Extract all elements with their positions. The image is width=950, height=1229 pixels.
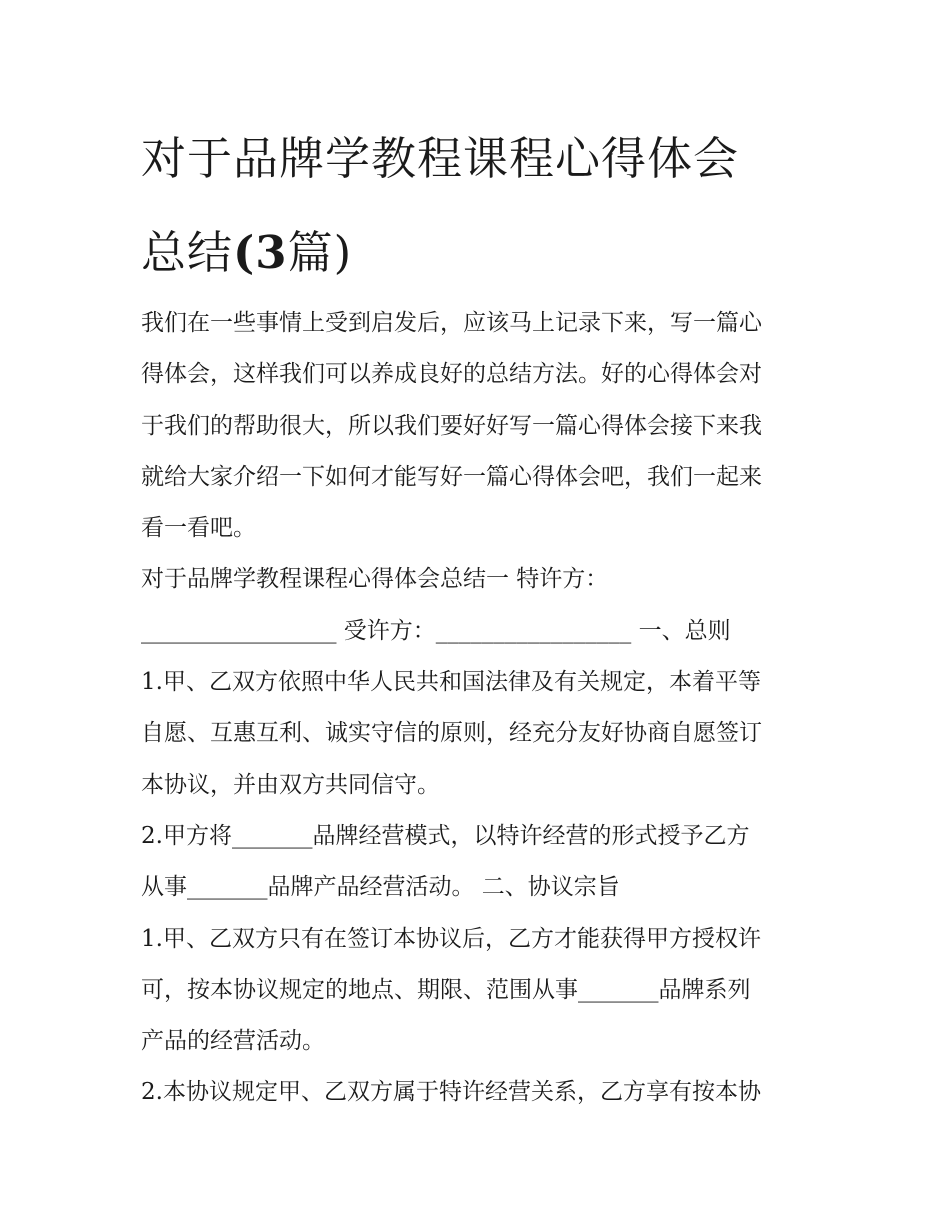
body-line: 就给大家介绍一下如何才能写好一篇心得体会吧，我们一起来 [141,463,762,490]
body-line: 可，按本协议规定的地点、期限、范围从事_______品牌系列 [141,976,751,1003]
section-heading: 对于品牌学教程课程心得体会总结一 特许方： [141,566,609,593]
document-page [141,112,821,1119]
body-line: 本协议，并由双方共同信守。 [141,771,440,798]
body-line: 产品的经营活动。 [141,1028,325,1055]
title-line-1: 对于品牌学教程课程心得体会 [141,132,740,185]
body-line: 看一看吧。 [141,515,256,542]
body-line: 于我们的帮助很大，所以我们要好好写一篇心得体会接下来我 [141,412,762,439]
body-line: 1.甲、乙双方依照中华人民共和国法律及有关规定，本着平等 [141,669,761,696]
body-line: 2.甲方将_______品牌经营模式，以特许经营的形式授予乙方 [141,822,750,849]
body-line: 我们在一些事情上受到启发后，应该马上记录下来，写一篇心 [141,310,762,336]
document-title [141,112,821,300]
title-line-2-prefix: 总结 [141,226,234,279]
body-line: 1.甲、乙双方只有在签订本协议后，乙方才能获得甲方授权许 [141,925,761,952]
body-line: 自愿、互惠互利、诚实守信的原则，经充分友好协商自愿签订 [141,720,762,747]
title-line-2-number: (3 [233,226,288,279]
body-line: 从事_______品牌产品经营活动。 二、协议宗旨 [141,874,620,901]
body-line: _________________ 受许方：_________________ 一、总则 [141,617,731,644]
body-line: 2.本协议规定甲、乙双方属于特许经营关系，乙方享有按本协 [141,1079,761,1106]
title-line-2-suffix: 篇) [287,226,353,279]
body-line: 得体会，这样我们可以养成良好的总结方法。好的心得体会对 [141,361,762,388]
document-body [141,298,821,1119]
